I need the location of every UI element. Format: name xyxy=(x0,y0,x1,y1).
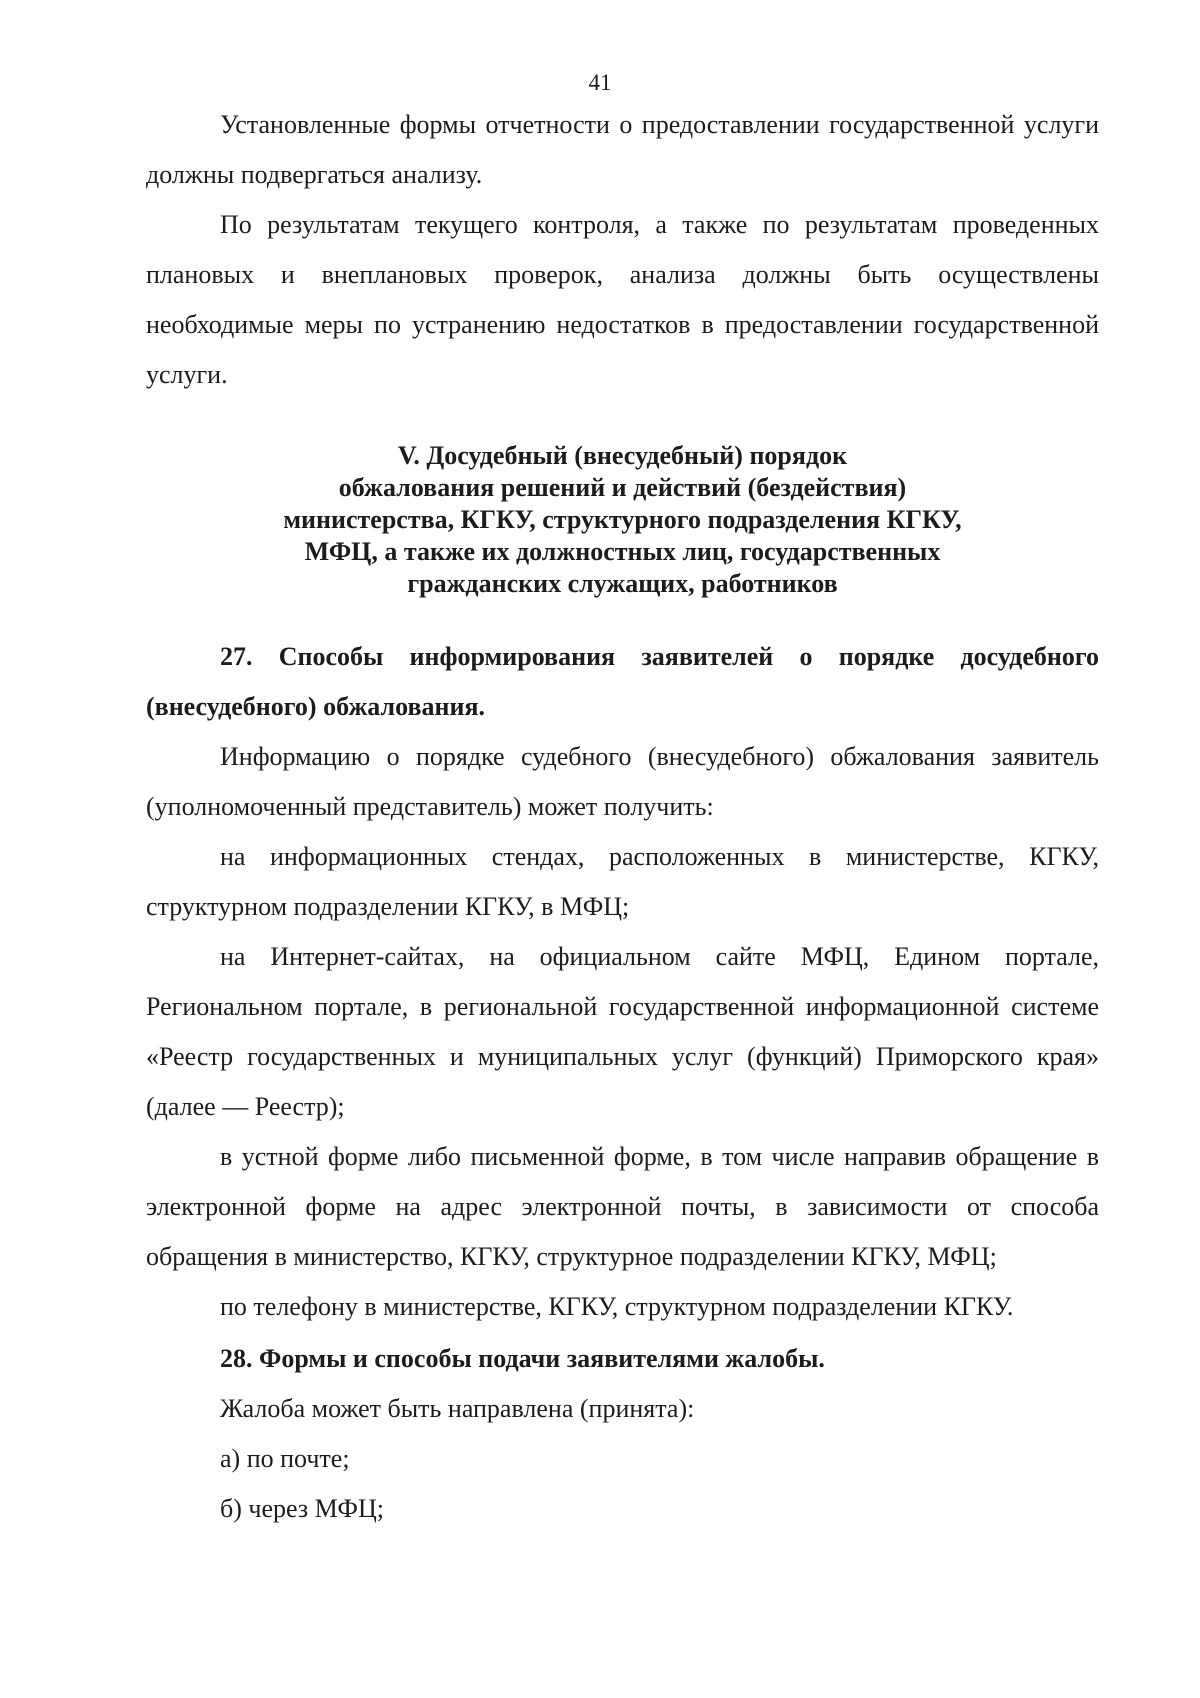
section-27-paragraph: на информационных стендах, расположенных в министерстве, КГКУ, структурном подразделении КГКУ, в МФЦ; xyxy=(146,842,1099,921)
chapter-heading-line: обжалования решений и действий (бездействия) xyxy=(338,473,907,502)
chapter-heading-line: МФЦ, а также их должностных лиц, государственных xyxy=(304,537,941,566)
page-content xyxy=(146,100,1099,1534)
page-number: 41 xyxy=(588,70,612,95)
chapter-heading xyxy=(146,440,1099,600)
section-27-title: 27. Способы информирования заявителей о порядке досудебного (внесудебного) обжалования. xyxy=(146,642,1099,721)
chapter-heading-line: министерства, КГКУ, структурного подразделения КГКУ, xyxy=(283,505,962,534)
section-27-paragraph: в устной форме либо письменной форме, в том числе направив обращение в электронной форме на адрес электронной почты, в зависимости от способа обращения в министерство, КГКУ, структурное подразделении КГКУ, МФЦ; xyxy=(146,1142,1099,1271)
chapter-heading-line: V. Досудебный (внесудебный) порядок xyxy=(397,441,848,470)
section-27-paragraph: Информацию о порядке судебного (внесудебного) обжалования заявитель (уполномоченный представитель) может получить: xyxy=(146,742,1099,821)
section-28-list-item: б) через МФЦ; xyxy=(220,1494,384,1523)
section-28-paragraph: Жалоба может быть направлена (принята): xyxy=(220,1394,695,1423)
section-28-title: 28. Формы и способы подачи заявителями жалобы. xyxy=(220,1344,825,1373)
paragraph-control-results: По результатам текущего контроля, а также по результатам проведенных плановых и внеплановых проверок, анализа должны быть осуществлены необходимые меры по устранению недостатков в предоставлении государственной услуги. xyxy=(146,210,1099,389)
chapter-heading-line: гражданских служащих, работников xyxy=(407,569,838,598)
section-28-list-item: а) по почте; xyxy=(220,1444,350,1473)
section-27-paragraph: по телефону в министерстве, КГКУ, структурном подразделении КГКУ. xyxy=(220,1292,1014,1321)
section-27-paragraph: на Интернет-сайтах, на официальном сайте МФЦ, Едином портале, Региональном портале, в региональной государственной информационной системе «Реестр государственных и муниципальных услуг (функций) Приморского края» (далее — Реестр); xyxy=(146,942,1099,1121)
paragraph-reporting-forms: Установленные формы отчетности о предоставлении государственной услуги должны подвергаться анализу. xyxy=(146,110,1099,189)
